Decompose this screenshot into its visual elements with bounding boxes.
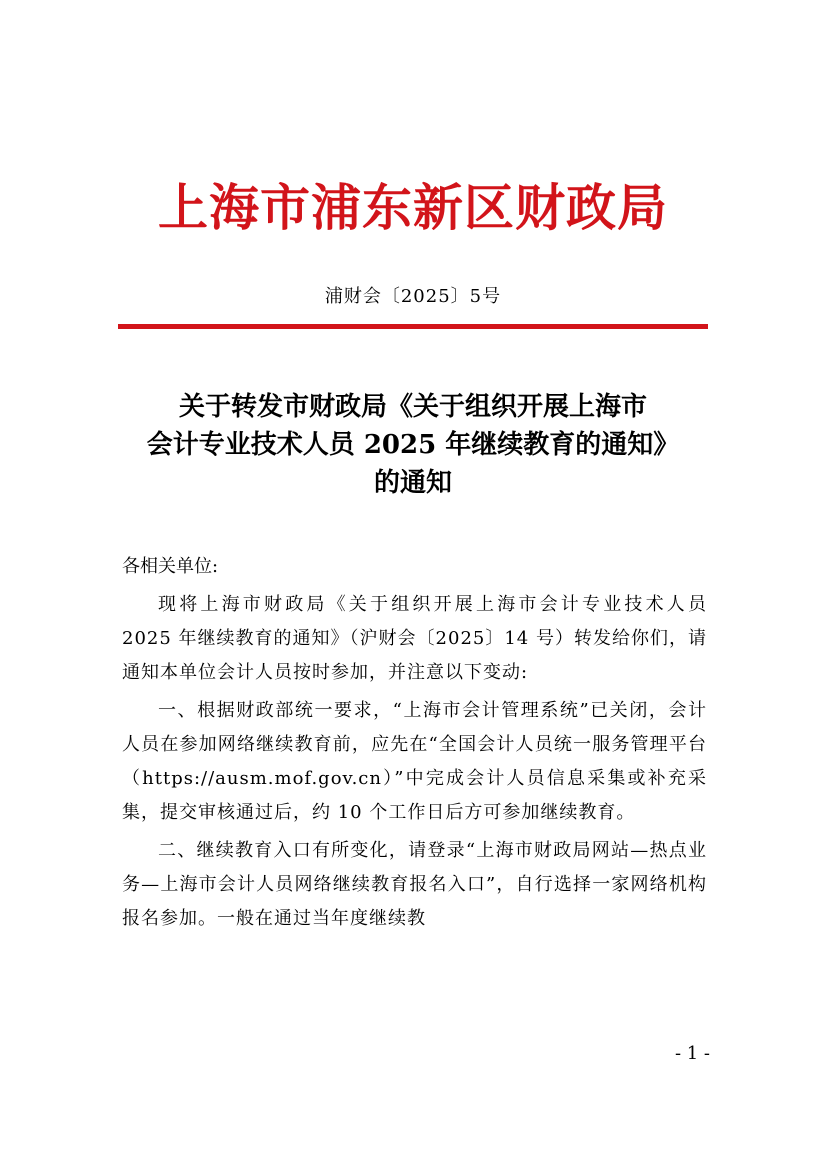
title-line: 会计专业技术人员 2025 年继续教育的通知》 — [146, 430, 680, 460]
document-number: 浦财会〔2025〕5号 — [324, 286, 502, 307]
salutation: 各相关单位: — [122, 556, 219, 577]
title-line: 关于转发市财政局《关于组织开展上海市 — [178, 392, 647, 422]
body-paragraph: 现将上海市财政局《关于组织开展上海市会计专业技术人员 2025 年继续教育的通知》（沪财会〔2025〕14 号）转发给你们，请通知本单位会计人员按时参加，并注意以下变动: — [122, 594, 707, 683]
document-body — [122, 588, 707, 940]
document-title — [110, 388, 716, 502]
page-number: - 1 - — [674, 1043, 710, 1064]
body-paragraph: 二、继续教育入口有所变化，请登录“上海市财政局网站—热点业务—上海市会计人员网络继续教育报名入口”，自行选择一家网络机构报名参加。一般在通过当年度继续教 — [122, 840, 707, 929]
red-divider-rule — [118, 324, 708, 329]
title-line: 的通知 — [373, 468, 452, 498]
body-paragraph: 一、根据财政部统一要求，“上海市会计管理系统”已关闭，会计人员在参加网络继续教育前，应先在“全国会计人员统一服务管理平台（https://ausm.mof.gov.cn）”中完成会计人员信息采集或补充采集，提交审核通过后，约 10 个工作日后方可参加继续教育。 — [122, 700, 707, 823]
issuer-header: 上海市浦东新区财政局 — [158, 178, 668, 237]
